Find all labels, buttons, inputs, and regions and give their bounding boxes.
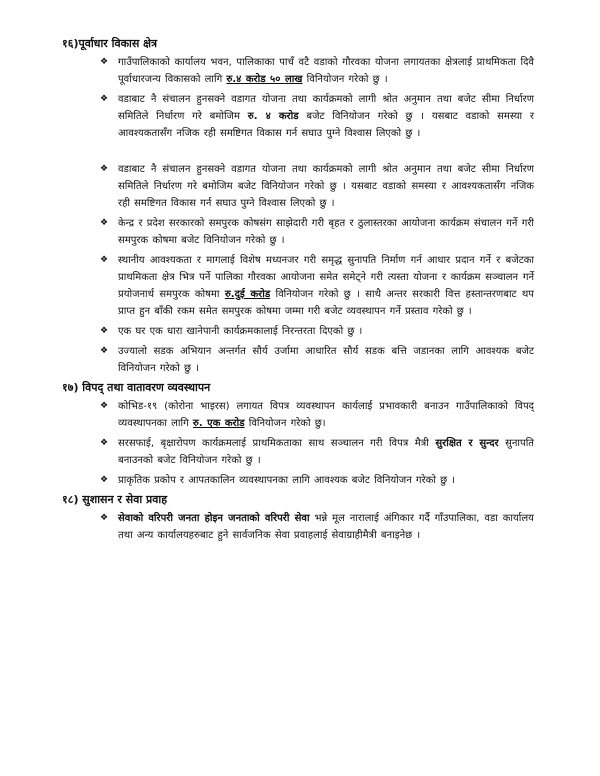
list-item: [62, 510, 534, 544]
budget-amount: रु.४ करोड ५० लाख: [226, 74, 303, 85]
diamond-bullet-icon: ❖: [100, 475, 109, 485]
item-text: प्राकृतिक प्रकोप र आपतकालिन व्यवस्थापनका लागि आवश्यक बजेट विनियोजन गरेको छु ।: [118, 475, 456, 486]
diamond-bullet-icon: ❖: [100, 513, 109, 523]
list-item: [62, 323, 534, 340]
section-heading: १८) सुशासन र सेवा प्रवाह: [62, 493, 168, 506]
item-text: विनियोजन गरेको छु । साथै अन्तर सरकारी वित्त हस्तान्तरणबाट थप प्राप्त हुन बाँकी रकम समेत समपुरक कोषमा जम्मा गरी बजेट व्यवस्थापन गर्ने प्रस्ताव गरेको छु ।: [118, 289, 534, 317]
emphasis-text: सुरक्षित र सुन्दर: [435, 438, 499, 449]
list-item: [62, 54, 534, 88]
list-item: [62, 252, 534, 320]
item-text: विनियोजन गरेको छु ।: [302, 74, 388, 85]
section-infrastructure: [62, 36, 534, 377]
list-item: [62, 398, 534, 432]
diamond-bullet-icon: ❖: [100, 346, 109, 356]
item-text: वडाबाट नै संचालन हुनसक्ने वडागत योजना तथा कार्यक्रमको लागी श्रोत अनुमान तथा बजेट सीमा निर्धारण समितिले निर्धारण गरे बमोजिम बजेट विनियोजन गरेको छु । यसबाट वडाको समस्या र आवश्यकतासँग नजिक रही समष्टिगत विकास गर्न सघाउ पुग्ने विश्वास लिएको छु ।: [118, 164, 534, 209]
diamond-bullet-icon: ❖: [100, 218, 109, 228]
list-item: [62, 91, 534, 142]
item-text: भन्ने मूल नारालाई अंगिकार गर्दै गाँउपालिका, वडा कार्यालय तथा अन्य कार्यालयहरुबाट हुने सार्वजनिक सेवा प्रवाहलाई सेवाग्राहीमैत्री बनाइनेछ ।: [118, 513, 534, 541]
list-item: [62, 343, 534, 377]
budget-amount: रु. एक करोड: [192, 418, 245, 429]
diamond-bullet-icon: ❖: [100, 57, 109, 67]
item-text: वडाबाट नै संचालन हुनसक्ने वडागत योजना तथा कार्यक्रमको लागी श्रोत अनुमान तथा बजेट सीमा निर्धारण समितिले निर्धारण गरे बमोजिम: [118, 94, 534, 122]
item-text: स्थानीय आवश्यकता र मागलाई विशेष मध्यनजर गरी समृद्ध सुनापति निर्माण गर्न आधार प्रदान गर्ने र बजेटका प्राथमिकता क्षेत्र भित्र पर्ने पालिका गौरवका आयोजना समेत समेट्ने गरी त्यस्ता योजना र कार्यक्रम सञ्चालन गर्ने प्रयोजनार्थ समपुरक कोषमा: [118, 255, 534, 300]
item-text: एक घर एक धारा खानेपानी कार्यक्रमकालाई निरन्तरता दिएको छु ।: [118, 326, 363, 337]
diamond-bullet-icon: ❖: [100, 94, 109, 104]
budget-amount: रु.दुई करोड: [224, 289, 271, 300]
section-heading: १६)पूर्वाधार विकास क्षेत्र: [62, 37, 158, 50]
list-item: [62, 215, 534, 249]
section-heading: १७) विपद् तथा वातावरण व्यवस्थापन: [62, 381, 211, 394]
slogan-text: सेवाको वरिपरी जनता होइन जनताको वरिपरी सेवा: [118, 513, 310, 524]
section-disaster-environment: [62, 380, 534, 489]
item-text: सरसफाई, बृक्षारोपण कार्यक्रमलाई प्राथमिकताका साथ सञ्चालन गरी विपत्र मैत्री: [118, 438, 436, 449]
item-text: विनियोजन गरेको छु।: [244, 418, 326, 429]
list-item: [62, 435, 534, 469]
list-item: [62, 161, 534, 212]
list-item: [62, 472, 534, 489]
section-good-governance: [62, 492, 534, 544]
item-text: गाउँपालिकाको कार्यालय भवन, पालिकाका पाचँ वटै वडाको गौरवका योजना लगायतका क्षेत्रलाई प्राथमिकता दिवै पूर्वाधारजन्य विकासको लागि: [118, 57, 534, 85]
item-text: उज्यालो सडक अभियान अन्तर्गत सौर्य उर्जामा आधारित सौर्य सडक बत्ति जडानका लागि आवश्यक बजेट विनियोजन गरेको छु ।: [118, 346, 534, 374]
item-text: केन्द्र र प्रदेश सरकारको समपुरक कोषसंग साझेदारी गरी बृहत र ठुलास्तरका आयोजना कार्यक्रम संचालन गर्ने गरी समपुरक कोषमा बजेट विनियोजन गरेको छु ।: [118, 218, 534, 246]
item-text: बजेट विनियोजन गरेको छु । यसबाट वडाको समस्या र आवश्यकतासँग नजिक रही समष्टिगत विकास गर्न सघाउ पुग्ने विश्वास लिएको छु ।: [118, 111, 534, 139]
item-text: सुनापति बनाउनको बजेट विनियोजन गरेको छु ।: [118, 438, 534, 466]
diamond-bullet-icon: ❖: [100, 255, 109, 265]
budget-amount: रु. ४ करोड: [247, 111, 299, 122]
item-text: कोभिड-१९ (कोरोना भाइरस) लगायत विपत्र व्यवस्थापन कार्यलाई प्रभावकारी बनाउन गाउँपालिकाको विपद् व्यवस्थापनका लागि: [118, 401, 534, 429]
diamond-bullet-icon: ❖: [100, 326, 109, 336]
diamond-bullet-icon: ❖: [100, 438, 109, 448]
diamond-bullet-icon: ❖: [100, 401, 109, 411]
diamond-bullet-icon: ❖: [100, 164, 109, 174]
